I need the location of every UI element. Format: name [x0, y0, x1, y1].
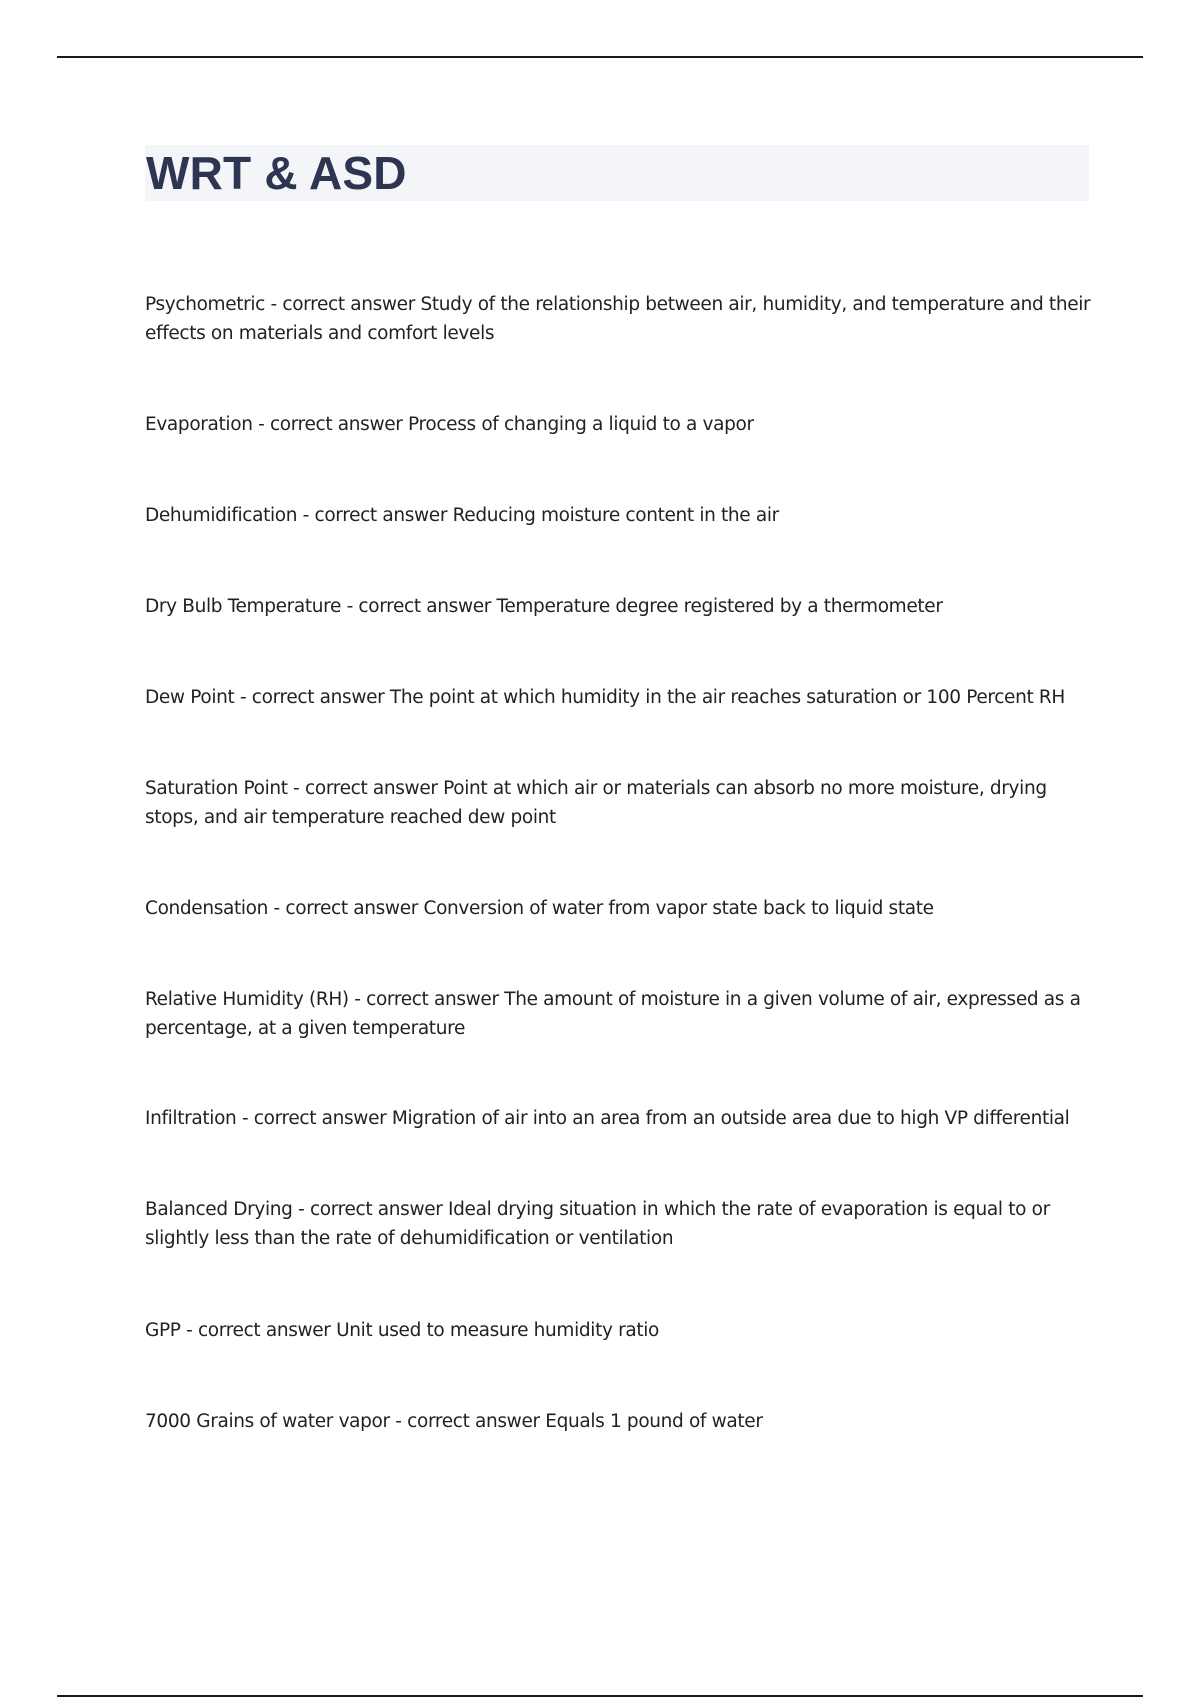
- entry-saturation-point: Saturation Point - correct answer Point at which air or materials can absorb no more moisture, drying stops, and air temperature reached dew point: [145, 778, 1047, 828]
- entry-dry-bulb-temperature: Dry Bulb Temperature - correct answer Temperature degree registered by a thermometer: [145, 596, 943, 617]
- footer-rule: [57, 1695, 1143, 1697]
- entry-condensation: Condensation - correct answer Conversion of water from vapor state back to liquid state: [145, 898, 934, 919]
- entry-7000-grains: 7000 Grains of water vapor - correct answer Equals 1 pound of water: [145, 1411, 763, 1432]
- entry-balanced-drying: Balanced Drying - correct answer Ideal drying situation in which the rate of evaporation is equal to or slightly less than the rate of dehumidification or ventilation: [145, 1199, 1050, 1249]
- entry-gpp: GPP - correct answer Unit used to measure humidity ratio: [145, 1320, 660, 1341]
- entry-psychometric: Psychometric - correct answer Study of the relationship between air, humidity, and temperature and their effects on materials and comfort levels: [145, 294, 1091, 344]
- entry-relative-humidity: Relative Humidity (RH) - correct answer The amount of moisture in a given volume of air, expressed as a percentage, at a given temperature: [145, 989, 1081, 1039]
- entry-evaporation: Evaporation - correct answer Process of changing a liquid to a vapor: [145, 414, 754, 435]
- entry-dew-point: Dew Point - correct answer The point at which humidity in the air reaches saturation or 100 Percent RH: [145, 687, 1065, 708]
- entry-dehumidification: Dehumidification - correct answer Reducing moisture content in the air: [145, 505, 779, 526]
- header-rule: [57, 56, 1143, 58]
- page-title: WRT & ASD: [146, 147, 407, 199]
- entry-infiltration: Infiltration - correct answer Migration of air into an area from an outside area due to high VP differential: [145, 1108, 1070, 1129]
